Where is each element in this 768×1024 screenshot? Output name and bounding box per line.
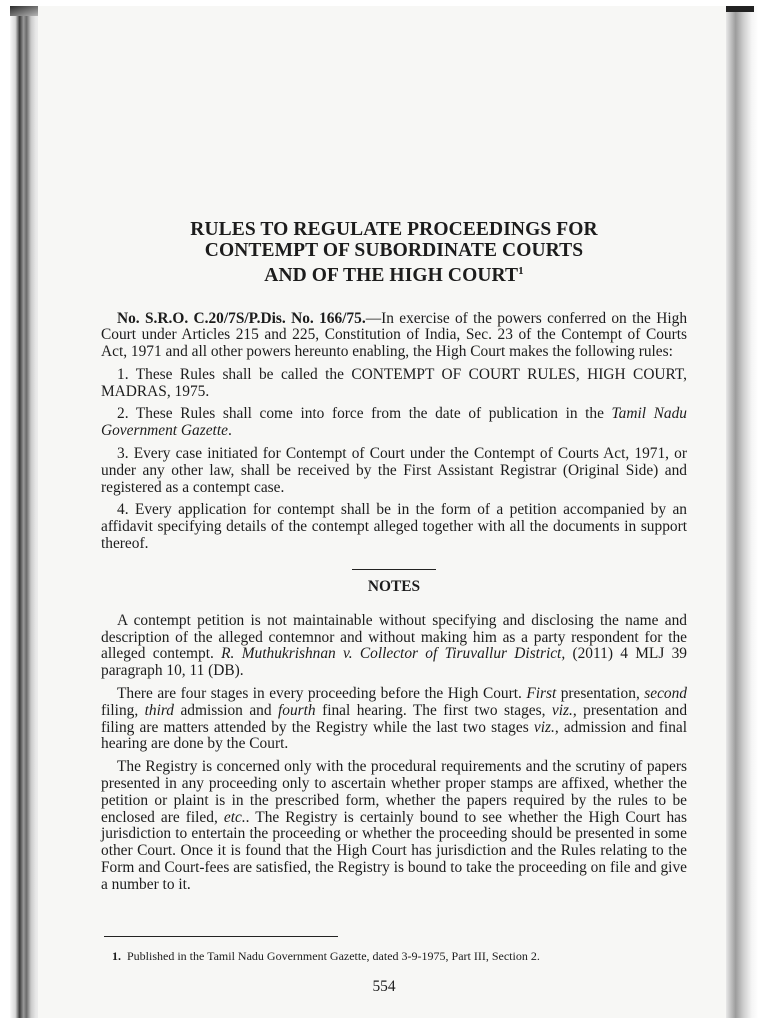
note-1-citation: (2011) 4 MLJ 39 paragraph 10, 11 (DB). [101, 645, 687, 680]
page-edge-right [726, 6, 758, 1018]
document-title [101, 220, 687, 287]
title-line-1: RULES TO REGULATE PROCEEDINGS FOR [190, 219, 598, 240]
title-footnote-mark: 1 [518, 265, 524, 277]
note-2-text: presentation, [556, 685, 645, 703]
note-2-viz: viz. [533, 718, 555, 736]
page-binding-left [10, 6, 40, 1018]
rule-2-text: 2. These Rules shall come into force from the date of publication in the [117, 405, 612, 423]
note-2-second: second [644, 685, 688, 703]
note-2-text: , presentation and filing are matters attended by the Registry while the last two stages [101, 701, 688, 736]
note-3 [101, 759, 687, 893]
note-3-etc: etc. [223, 808, 246, 826]
note-2-fourth: fourth [277, 701, 316, 719]
note-2-text: final hearing. The first two stages, [315, 701, 552, 719]
note-1-text: A contempt petition is not maintainable without specifying and disclosing the name and description of the alleged contemnor and without making him as a party respondent for the alleged contempt. [101, 611, 687, 663]
footnote-text: Published in the Tamil Nadu Government Gazette, dated 3-9-1975, Part III, Section 2. [127, 949, 540, 963]
rule-1: 1. These Rules shall be called the CONTEMPT OF COURT RULES, HIGH COURT, MADRAS, 1975. [101, 365, 687, 400]
page-number: 554 [372, 978, 396, 995]
section-divider [352, 569, 436, 570]
sro-reference: No. S.R.O. C.20/7S/P.Dis. No. 166/75. [117, 309, 366, 327]
note-2-text: There are four stages in every proceeding before the High Court. [117, 685, 527, 703]
rule-3: 3. Every case initiated for Contempt of Court under the Contempt of Courts Act, 1971, or under any other law, shall be received by the First Assistant Registrar (Original Side) and registered as a contempt case. [101, 445, 687, 496]
note-1-case-name: R. Muthukrishnan v. Collector of Tiruvallur District, [221, 645, 566, 663]
note-3-text: The Registry is concerned only with the procedural requirements and the scrutiny of papers presented in any proceeding only to ascertain whether proper stamps are affixed, whether the petition or plaint is in the prescribed form, whether the papers required by the rules to be enclosed are filed, [101, 758, 687, 826]
note-2-text: filing, [101, 701, 145, 719]
rule-2-gazette: Tamil Nadu Government Gazette [101, 405, 687, 440]
note-2-third: third [144, 701, 175, 719]
footnote [112, 949, 672, 963]
note-2-text: , admission and final hearing are done by the Court. [101, 718, 687, 753]
rule-4: 4. Every application for contempt shall be in the form of a petition accompanied by an affidavit specifying details of the contempt alleged together with all the documents in support thereof. [101, 501, 687, 553]
note-2-first: First [526, 685, 557, 703]
rule-2-end: . [227, 422, 232, 440]
preamble-text: —In exercise of the powers conferred on the High Court under Articles 215 and 225, Constitution of India, Sec. 23 of the Contempt of Courts Act, 1971 and all other powers hereunto enabling, the High Court makes the following rules: [101, 309, 688, 361]
rule-2 [101, 406, 687, 440]
note-3-text: . The Registry is certainly bound to see whether the High Court has jurisdiction to entertain the proceeding or whether the proceeding should be presented in some other Court. Once it is found that the High Court has jurisdiction and the Rules relating to the Form and Court-fees are satisfied, the Registry is bound to take the proceeding on file and give a number to it. [101, 808, 687, 893]
title-line-3: AND OF THE HIGH COURT [264, 265, 519, 286]
note-1 [101, 613, 687, 680]
preamble-paragraph [101, 311, 687, 361]
note-2-viz: viz. [551, 701, 573, 719]
notes-heading: NOTES [367, 577, 421, 595]
title-line-2: CONTEMPT OF SUBORDINATE COURTS [204, 239, 584, 261]
note-2-text: admission and [174, 701, 278, 719]
note-2 [101, 686, 687, 753]
document-body [101, 220, 687, 900]
footnote-separator [104, 936, 338, 937]
footnote-number: 1. [112, 949, 121, 963]
